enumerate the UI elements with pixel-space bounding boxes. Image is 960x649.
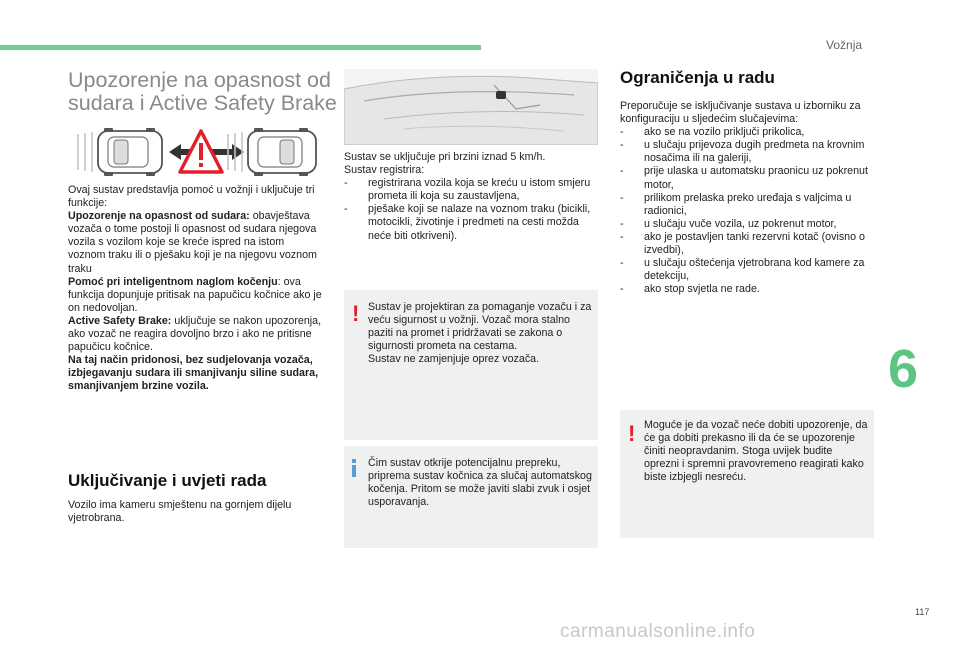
- summary-text: Na taj način pridonosi, bez sudjelovanja vozača, izbjegavanju sudara ili smanjivanju siline sudara, smanjivanjem brzine vozila.: [68, 354, 319, 393]
- list-item: - u slučaju oštećenja vjetrobrana kod kamere za detekciju,: [620, 257, 875, 283]
- car-motion-lines-left: [78, 132, 92, 172]
- warning-text: Moguće je da vozač neće dobiti upozorenje, da će ga dobiti prekasno ili da će se upozorenje činiti neopravdanim. Stoga uvijek budite oprezni i spremni pravovremeno reagirati kako biste izbjegli nesreću.: [644, 419, 868, 484]
- header-accent-bar: [0, 45, 481, 50]
- list-item: - ako se na vozilo priključi prikolica,: [620, 126, 875, 139]
- list-item: - registrirana vozila koja se kreću u istom smjeru prometa ili koja su zaustavljena,: [344, 177, 598, 203]
- info-text: Čim sustav otkrije potencijalnu prepreku, priprema sustav kočnica za slučaj automatskog kočenja. Pritom se može javiti slabi zvuk i osjet usporavanja.: [368, 457, 592, 509]
- section-title-activation: Uključivanje i uvjeti rada: [68, 471, 267, 490]
- function-label: Pomoć pri inteligentnom naglom kočenju: [68, 275, 278, 288]
- function-braking-assist: [68, 276, 323, 315]
- warning-callout-right: [620, 410, 874, 538]
- speed-text: Sustav se uključuje pri brzini iznad 5 km/h.: [344, 151, 546, 163]
- list-item: - u slučaju prijevoza dugih predmeta na krovnim nosačima ili na galeriji,: [620, 139, 875, 165]
- list-item: - pješake koji se nalaze na voznom traku (bicikli, motocikli, životinje i predmeti na cesti možda neće biti otkriveni).: [344, 203, 598, 242]
- list-item: - prije ulaska u automatsku praonicu uz pokrenut motor,: [620, 165, 875, 191]
- warning-exclamation-icon: !: [352, 301, 360, 326]
- chapter-number: 6: [888, 339, 919, 399]
- chapter-name: Vožnja: [826, 38, 863, 52]
- warning-callout: [344, 290, 598, 440]
- watermark: carmanualsonline.info: [560, 621, 756, 642]
- function-active-safety-brake: [68, 315, 323, 354]
- warning-text: Sustav je projektiran za pomaganje vozaču i za veću sigurnost u vožnji. Vozač mora stalno paziti na promet i pridržavati se zakona o sigurnosti prometa na cestama. Sustav ne zamjenjuje oprez vozača.: [368, 301, 592, 366]
- list-item: - ako je postavljen tanki rezervni kotač (ovisno o izvedbi),: [620, 231, 875, 257]
- car-top-view-right-icon: [248, 128, 316, 176]
- limitations-list: [620, 126, 875, 296]
- page-number: 117: [915, 607, 930, 617]
- camera-icon: [496, 91, 506, 99]
- camera-text: Vozilo ima kameru smještenu na gornjem dijelu vjetrobrana.: [68, 499, 292, 525]
- registers-text: Sustav registrira:: [344, 164, 425, 177]
- collision-warning-illustration: [74, 128, 324, 176]
- list-item: - prilikom prelaska preko uređaja s valjcima u radionici,: [620, 192, 875, 218]
- warning-exclamation-icon: !: [628, 421, 636, 446]
- function-collision-warning: [68, 210, 323, 275]
- function-text: : ova funkcija dopunjuje pritisak na papučicu kočnice ako je on nedovoljan.: [68, 275, 322, 314]
- list-item: - ako stop svjetla ne rade.: [620, 283, 875, 296]
- detection-list: [344, 177, 598, 242]
- car-top-view-left-icon: [98, 128, 162, 176]
- info-callout: [344, 446, 598, 548]
- function-text: uključuje se nakon upozorenja, ako vozač ne reagira dovoljno brzo i ako ne pritisne papučicu kočnice.: [68, 314, 322, 354]
- list-item: - u slučaju vuče vozila, uz pokrenut motor,: [620, 218, 875, 231]
- car-front-camera-illustration: [344, 69, 598, 145]
- intro-text: Ovaj sustav predstavlja pomoć u vožnji i uključuje tri funkcije:: [68, 184, 315, 210]
- function-label: Active Safety Brake:: [68, 314, 172, 327]
- page-title: Upozorenje na opasnost od sudara i Active Safety Brake: [68, 68, 337, 115]
- function-label: Upozorenje na opasnost od sudara:: [68, 210, 250, 223]
- limitations-intro: Preporučuje se isključivanje sustava u izborniku za konfiguraciju u sljedećim slučajevima:: [620, 100, 861, 126]
- info-icon: [352, 459, 356, 477]
- section-title-limitations: Ograničenja u radu: [620, 68, 775, 87]
- function-text: obavještava vozača o tome postoji li opasnost od sudara njegova vozila s vozilom koje se kreće ispred na istom voznom traku ili o pješaku koji je na njegovu voznom traku: [68, 210, 317, 275]
